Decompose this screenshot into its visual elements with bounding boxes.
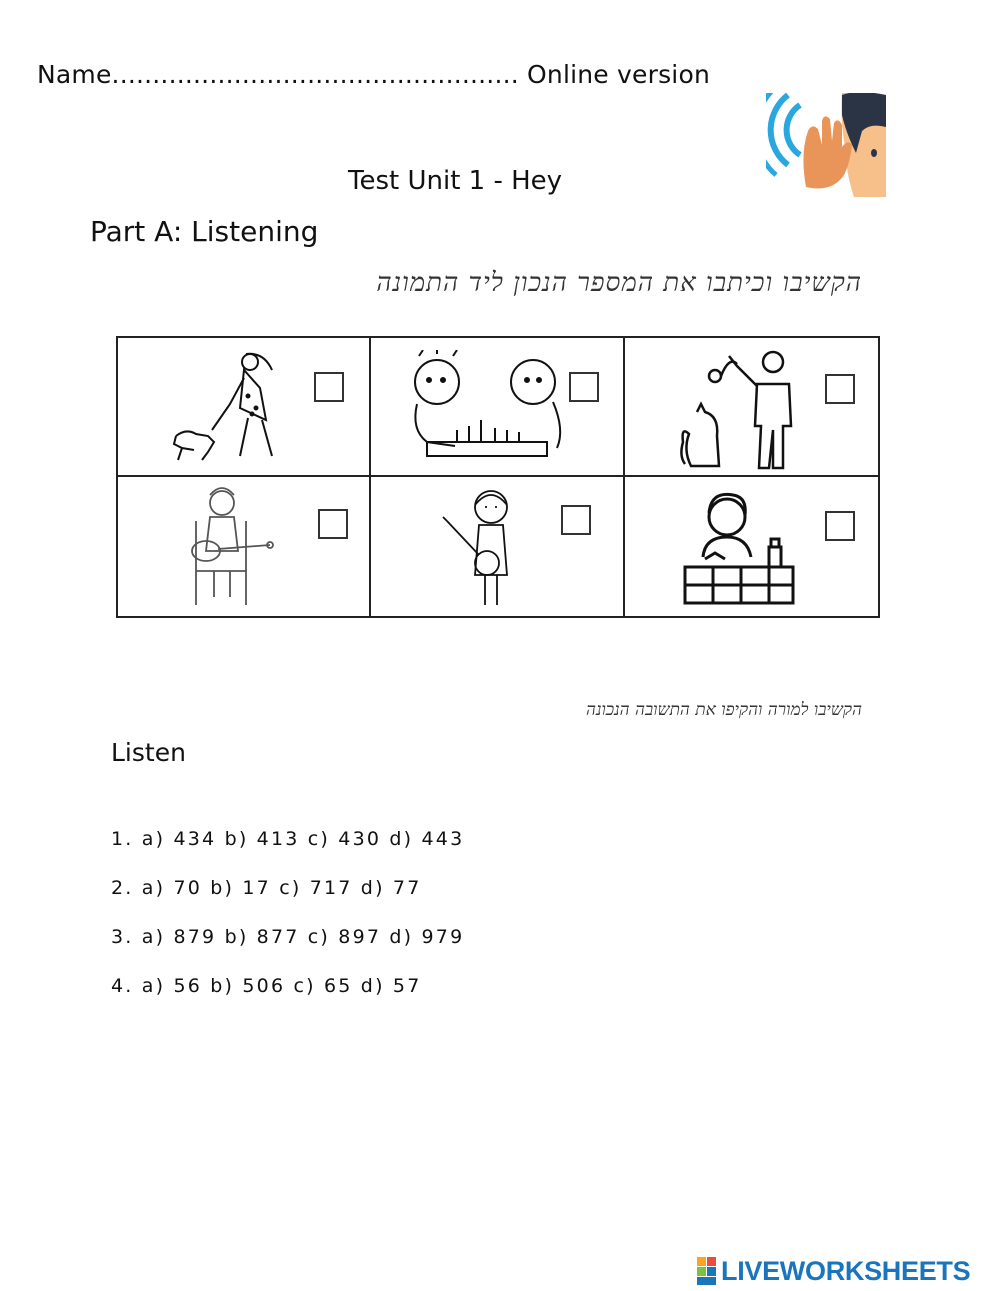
brand-footer[interactable] xyxy=(697,1256,970,1286)
page-title: Test Unit 1 - Hey xyxy=(348,166,563,196)
section-title: Listen xyxy=(111,738,186,767)
answer-box[interactable] xyxy=(825,374,855,404)
boy-building-blocks-picture xyxy=(681,487,797,605)
liveworksheets-logo-icon xyxy=(697,1257,717,1285)
man-playing-with-cat-picture xyxy=(675,346,805,470)
picture-cell xyxy=(371,477,624,616)
question-item: 2. a) 70 b) 17 c) 717 d) 77 xyxy=(111,877,422,899)
picture-cell xyxy=(118,338,371,477)
listening-ear-icon xyxy=(766,93,888,197)
hebrew-instruction: הקשיבו וכיתבו את המספר הנכון ליד התמונה xyxy=(376,268,862,298)
man-playing-guitar-picture xyxy=(184,481,308,607)
hebrew-instruction-2: הקשיבו למורה והקיפו את התשובה הנכונה xyxy=(585,700,862,720)
picture-grid xyxy=(116,336,880,618)
question-item: 4. a) 56 b) 506 c) 65 d) 57 xyxy=(111,975,422,997)
picture-cell xyxy=(625,477,878,616)
answer-box[interactable] xyxy=(318,509,348,539)
question-item: 3. a) 879 b) 877 c) 897 d) 979 xyxy=(111,926,465,948)
picture-cell xyxy=(118,477,371,616)
picture-cell xyxy=(625,338,878,477)
answer-box[interactable] xyxy=(314,372,344,402)
woman-walking-dog-picture xyxy=(168,348,298,466)
name-line: Name.................................................. Online version xyxy=(37,60,710,89)
boys-playing-chess-picture xyxy=(407,350,567,462)
brand-text: LIVEWORKSHEETS xyxy=(721,1255,971,1286)
question-item: 1. a) 434 b) 413 c) 430 d) 443 xyxy=(111,828,465,850)
answer-box[interactable] xyxy=(825,511,855,541)
answer-box[interactable] xyxy=(561,505,591,535)
answer-box[interactable] xyxy=(569,372,599,402)
girl-playing-guitar-picture xyxy=(441,485,531,609)
part-heading: Part A: Listening xyxy=(90,215,319,248)
picture-cell xyxy=(371,338,624,477)
